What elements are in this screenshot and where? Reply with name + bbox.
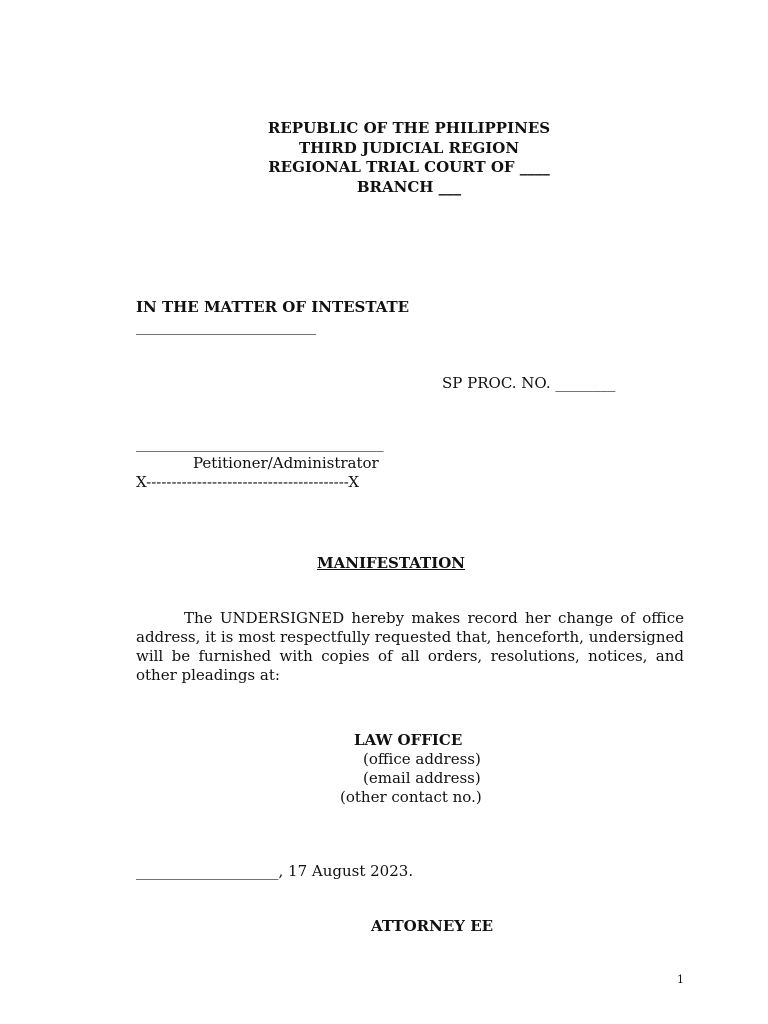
case-number: SP PROC. NO. ________ xyxy=(442,374,616,392)
caption-separator: X----------------------------------------X xyxy=(136,473,360,491)
contact-number: (other contact no.) xyxy=(340,788,482,806)
petitioner-label: Petitioner/Administrator xyxy=(193,454,379,472)
law-office-name: LAW OFFICE xyxy=(354,731,463,749)
header-judicial-region: THIRD JUDICIAL REGION xyxy=(298,139,520,157)
body-paragraph-text: The UNDERSIGNED hereby makes record her change of office address, it is most respectfully requested that, henceforth, undersigned will be furnished with copies of all orders, resolutions, notices, and other pleadings at: xyxy=(136,609,684,684)
matter-blank: ________________________ xyxy=(136,317,316,335)
petitioner-blank: _________________________________ xyxy=(136,434,384,452)
document-title: MANIFESTATION xyxy=(317,554,466,572)
page-number: 1 xyxy=(677,973,684,986)
body-paragraph xyxy=(136,609,684,685)
office-address: (office address) xyxy=(363,750,481,768)
signatory-name: ATTORNEY EE xyxy=(371,917,494,935)
header-branch: BRANCH ___ xyxy=(356,178,462,196)
matter-heading: IN THE MATTER OF INTESTATE xyxy=(136,298,410,316)
email-address: (email address) xyxy=(363,769,481,787)
date-line: ___________________, 17 August 2023. xyxy=(136,862,414,880)
header-trial-court: REGIONAL TRIAL COURT OF ____ xyxy=(268,158,550,176)
header-republic: REPUBLIC OF THE PHILIPPINES xyxy=(267,119,551,137)
